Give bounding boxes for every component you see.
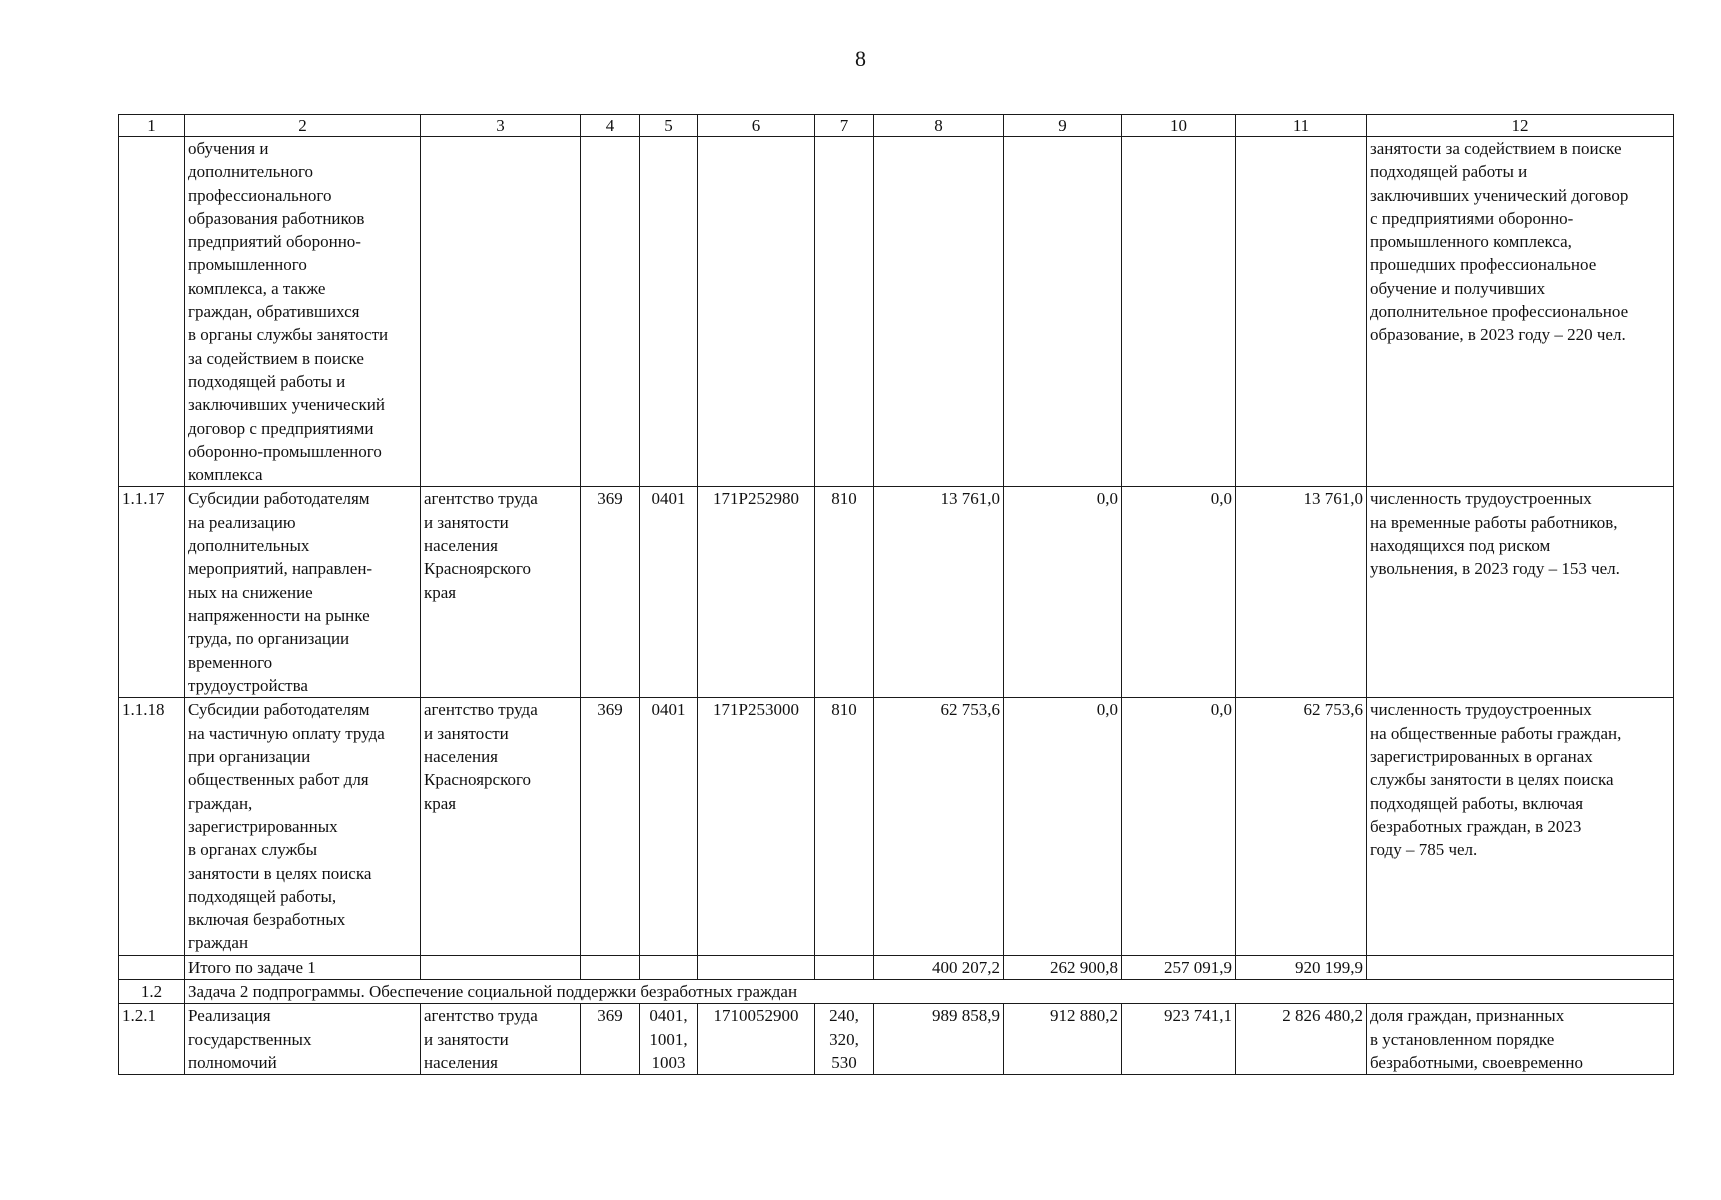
cell-csr bbox=[698, 137, 815, 487]
cell-total: 2 826 480,2 bbox=[1236, 1004, 1367, 1075]
cell-year-2: 912 880,2 bbox=[1004, 1004, 1122, 1075]
cell-rzpr bbox=[640, 137, 698, 487]
col-header: 12 bbox=[1367, 115, 1674, 137]
cell-grbs: 369 bbox=[581, 487, 640, 698]
cell-year-1: 13 761,0 bbox=[874, 487, 1004, 698]
task-title: Задача 2 подпрограммы. Обеспечение социальной поддержки безработных граждан bbox=[185, 980, 1674, 1004]
col-header: 1 bbox=[119, 115, 185, 137]
table-row bbox=[119, 487, 1674, 698]
cell-agency: агентство труда и занятости населения bbox=[421, 1004, 581, 1075]
cell-number: 1.1.18 bbox=[119, 698, 185, 955]
cell-rzpr: 0401 bbox=[640, 698, 698, 955]
cell-agency bbox=[421, 955, 581, 979]
total-label: Итого по задаче 1 bbox=[185, 955, 421, 979]
cell-measure: обучения и дополнительного профессионального образования работников предприятий оборонно- промышленного комплекса, а также граждан, обратившихся в органы службы занятости за содействием в поиске подходящей работы и заключивших ученический договор с предприятиями оборонно-промышленного комплекса bbox=[185, 137, 421, 487]
cell-number: 1.2.1 bbox=[119, 1004, 185, 1075]
cell-vr: 810 bbox=[815, 487, 874, 698]
cell-year-2: 0,0 bbox=[1004, 698, 1122, 955]
cell-year-1: 989 858,9 bbox=[874, 1004, 1004, 1075]
cell-agency: агентство труда и занятости населения Красноярского края bbox=[421, 698, 581, 955]
cell-number: 1.1.17 bbox=[119, 487, 185, 698]
cell-grbs: 369 bbox=[581, 698, 640, 955]
cell-vr bbox=[815, 955, 874, 979]
cell-rzpr: 0401 bbox=[640, 487, 698, 698]
cell-number bbox=[119, 137, 185, 487]
cell-vr: 810 bbox=[815, 698, 874, 955]
col-header: 4 bbox=[581, 115, 640, 137]
cell-year-3: 0,0 bbox=[1122, 487, 1236, 698]
page-number: 8 bbox=[855, 46, 866, 71]
table-row bbox=[119, 137, 1674, 487]
column-number-row bbox=[119, 115, 1674, 137]
col-header: 8 bbox=[874, 115, 1004, 137]
cell-measure: Субсидии работодателям на реализацию дополнительных мероприятий, направлен- ных на снижение напряженности на рынке труда, по организации временного трудоустройства bbox=[185, 487, 421, 698]
cell-vr: 240, 320, 530 bbox=[815, 1004, 874, 1075]
total-year-3: 257 091,9 bbox=[1122, 955, 1236, 979]
cell-total: 13 761,0 bbox=[1236, 487, 1367, 698]
cell-vr bbox=[815, 137, 874, 487]
total-sum: 920 199,9 bbox=[1236, 955, 1367, 979]
col-header: 3 bbox=[421, 115, 581, 137]
cell-csr: 171Р253000 bbox=[698, 698, 815, 955]
cell-csr: 1710052900 bbox=[698, 1004, 815, 1075]
col-header: 7 bbox=[815, 115, 874, 137]
cell-result bbox=[1367, 955, 1674, 979]
col-header: 11 bbox=[1236, 115, 1367, 137]
cell-result: занятости за содействием в поиске подходящей работы и заключивших ученический договор с предприятиями оборонно- промышленного комплекса, прошедших профессиональное обучение и получивших дополнительное профессиональное образование, в 2023 году – 220 чел. bbox=[1367, 137, 1674, 487]
cell-year-2: 0,0 bbox=[1004, 487, 1122, 698]
cell-rzpr bbox=[640, 955, 698, 979]
cell-year-3: 0,0 bbox=[1122, 698, 1236, 955]
cell-year-2 bbox=[1004, 137, 1122, 487]
task-number: 1.2 bbox=[119, 980, 185, 1004]
cell-result: численность трудоустроенных на общественные работы граждан, зарегистрированных в органах службы занятости в целях поиска подходящей работы, включая безработных граждан, в 2023 году – 785 чел. bbox=[1367, 698, 1674, 955]
cell-result: численность трудоустроенных на временные работы работников, находящихся под риском увольнения, в 2023 году – 153 чел. bbox=[1367, 487, 1674, 698]
cell-total bbox=[1236, 137, 1367, 487]
total-year-1: 400 207,2 bbox=[874, 955, 1004, 979]
task-row bbox=[119, 980, 1674, 1004]
cell-measure: Субсидии работодателям на частичную оплату труда при организации общественных работ для граждан, зарегистрированных в органах службы занятости в целях поиска подходящей работы, включая безработных граждан bbox=[185, 698, 421, 955]
cell-grbs bbox=[581, 955, 640, 979]
cell-total: 62 753,6 bbox=[1236, 698, 1367, 955]
cell-rzpr: 0401, 1001, 1003 bbox=[640, 1004, 698, 1075]
cell-grbs: 369 bbox=[581, 1004, 640, 1075]
col-header: 6 bbox=[698, 115, 815, 137]
cell-result: доля граждан, признанных в установленном порядке безработными, своевременно bbox=[1367, 1004, 1674, 1075]
table-row bbox=[119, 1004, 1674, 1075]
cell-csr: 171Р252980 bbox=[698, 487, 815, 698]
cell-agency bbox=[421, 137, 581, 487]
table-row bbox=[119, 698, 1674, 955]
cell-csr bbox=[698, 955, 815, 979]
cell-grbs bbox=[581, 137, 640, 487]
total-row bbox=[119, 955, 1674, 979]
cell-year-3 bbox=[1122, 137, 1236, 487]
cell-year-3: 923 741,1 bbox=[1122, 1004, 1236, 1075]
col-header: 9 bbox=[1004, 115, 1122, 137]
col-header: 5 bbox=[640, 115, 698, 137]
program-table bbox=[118, 114, 1674, 1075]
cell-year-1 bbox=[874, 137, 1004, 487]
total-year-2: 262 900,8 bbox=[1004, 955, 1122, 979]
col-header: 10 bbox=[1122, 115, 1236, 137]
cell-agency: агентство труда и занятости населения Красноярского края bbox=[421, 487, 581, 698]
cell-number bbox=[119, 955, 185, 979]
col-header: 2 bbox=[185, 115, 421, 137]
cell-measure: Реализация государственных полномочий bbox=[185, 1004, 421, 1075]
cell-year-1: 62 753,6 bbox=[874, 698, 1004, 955]
